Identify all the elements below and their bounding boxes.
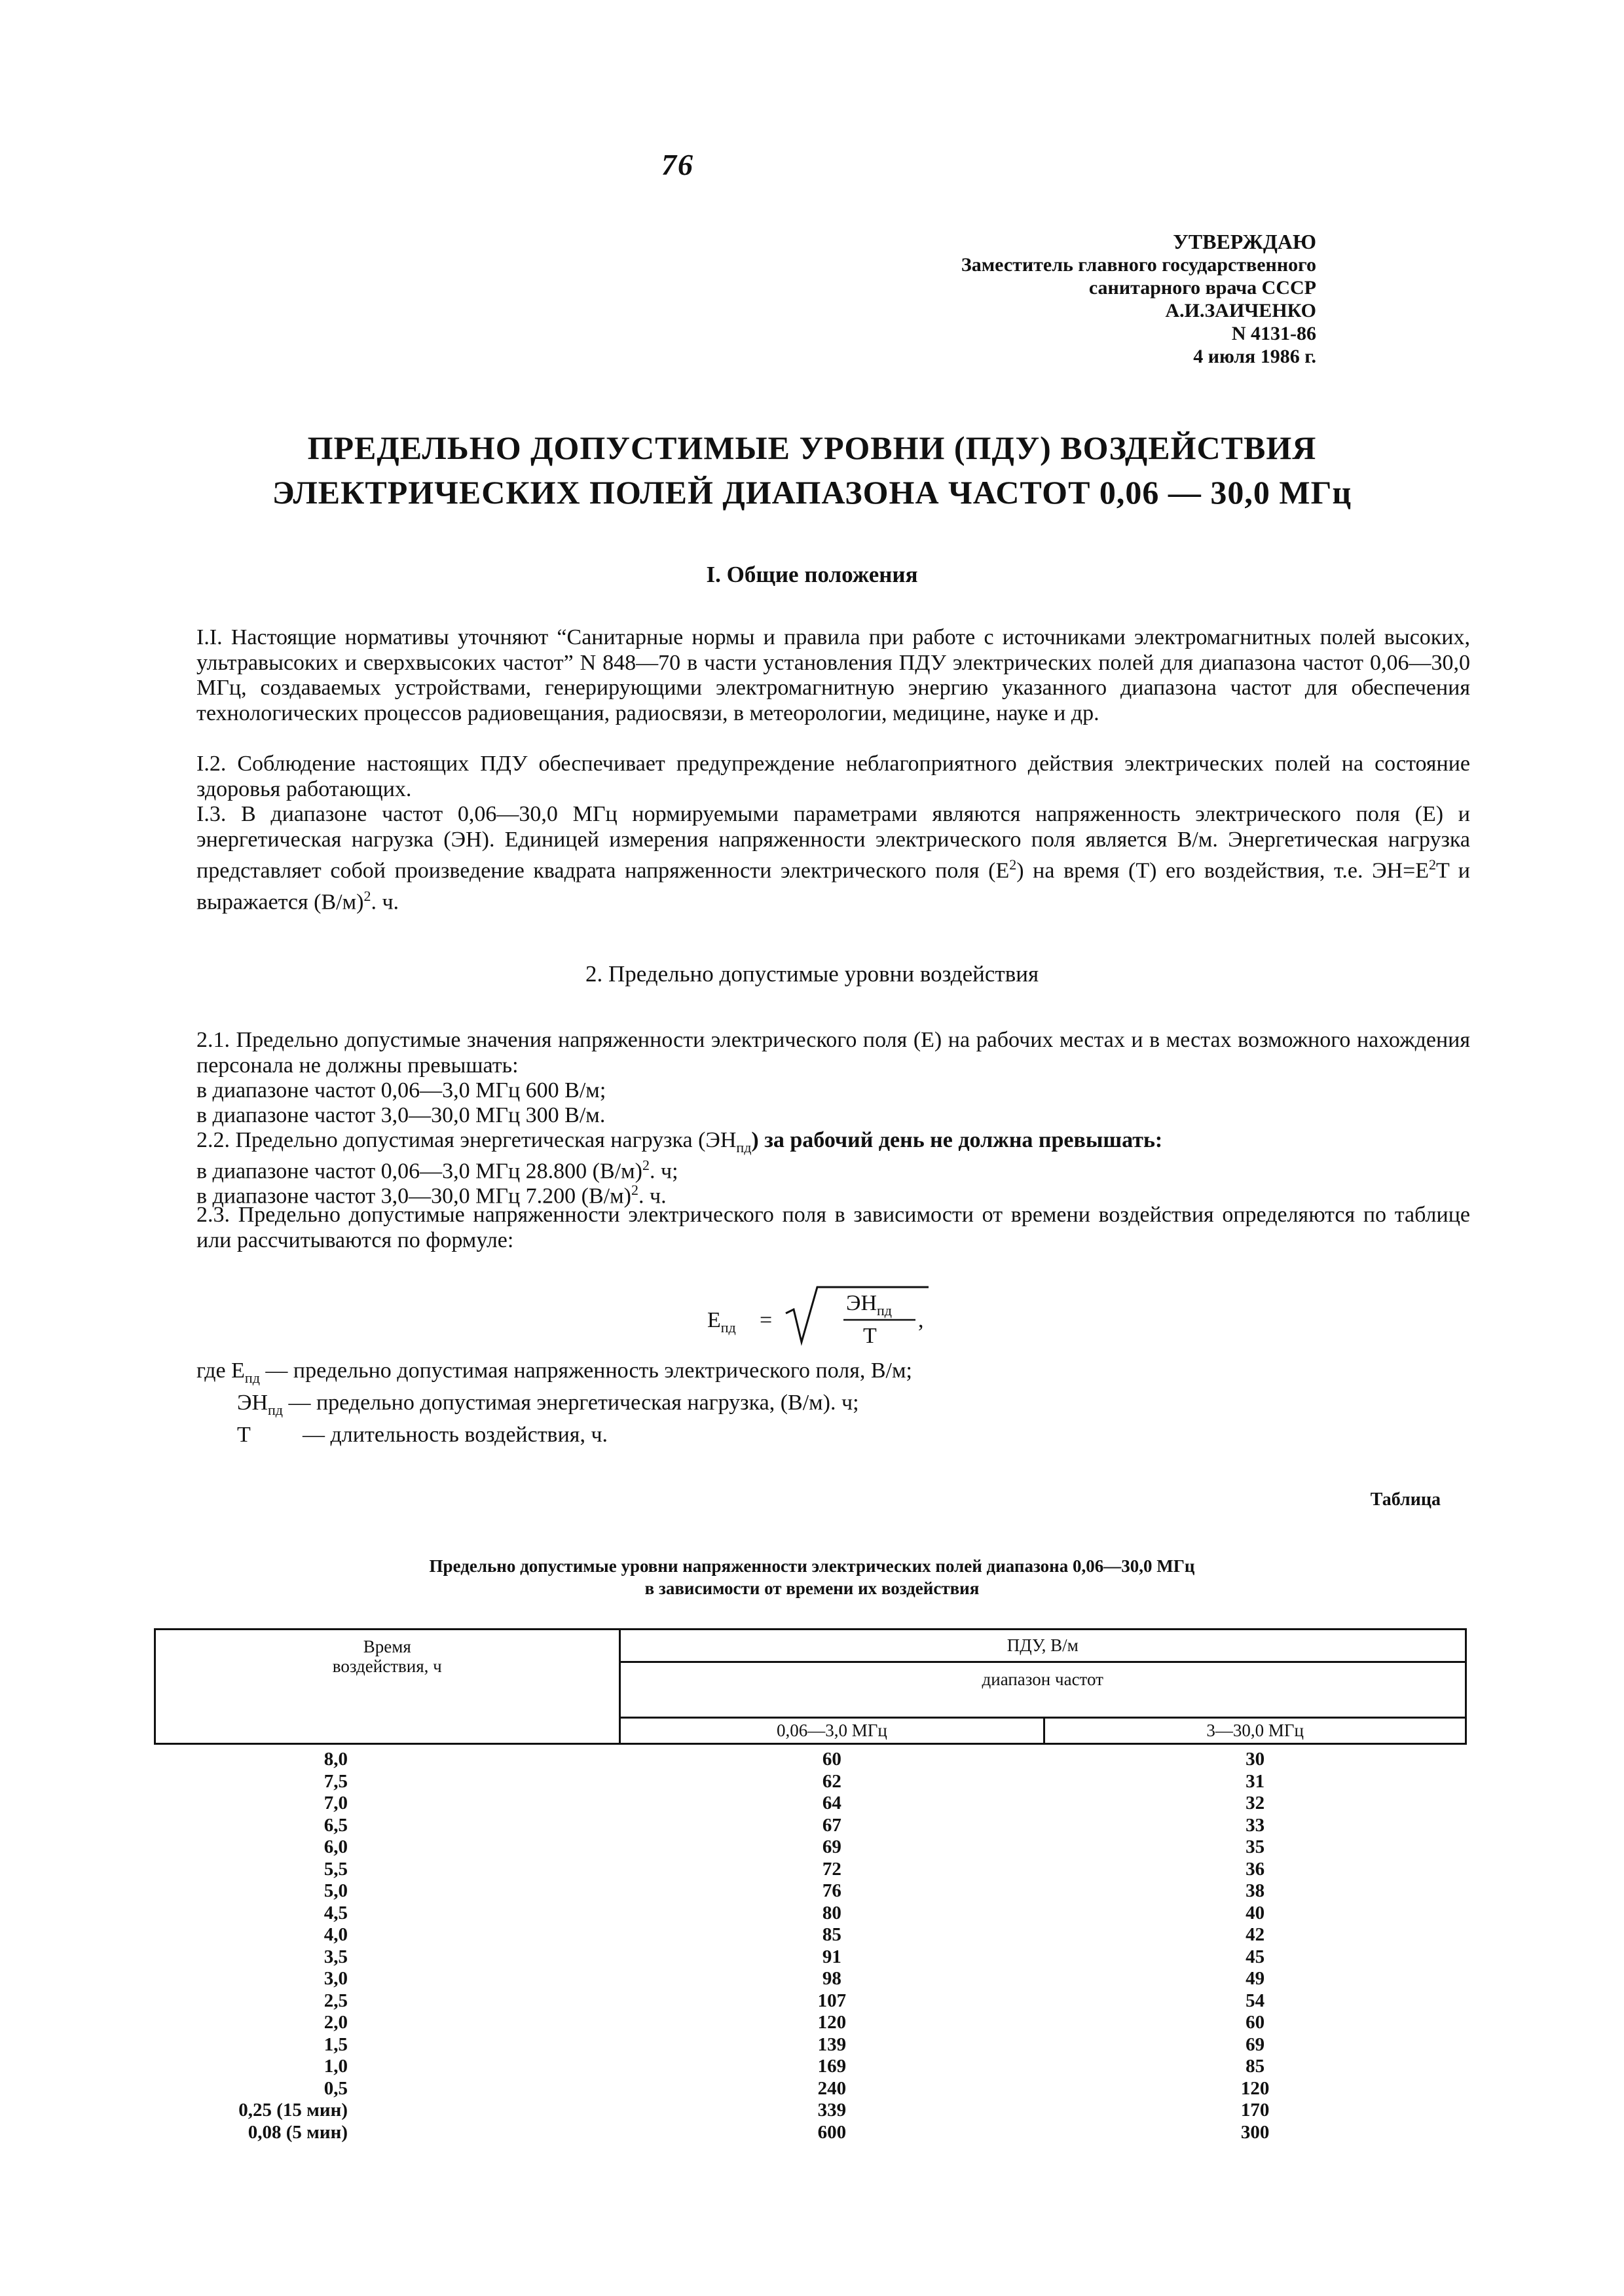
paragraph-1-3-text-b: ) на время (Т) его воздействия, т.е. ЭН=E [1016, 858, 1430, 883]
definition-en-text: — предельно допустимая энергетическая нагрузка, (В/м). ч; [282, 1390, 859, 1415]
paragraph-1-3-text-c: T и выражается (В/м) [196, 858, 1471, 915]
paragraph-2-2-item-b-sup: 2 [631, 1182, 638, 1198]
table-cell-time: 0,5 [323, 2077, 348, 2099]
page-number: 76 [661, 148, 694, 181]
table-cell-time: 3,5 [323, 1946, 348, 1967]
paragraph-2-1-item-b: в диапазоне частот 3,0—30,0 МГц 300 В/м. [196, 1103, 606, 1127]
formula-equals: = [760, 1308, 773, 1332]
document-title [0, 426, 1624, 515]
section1-heading: I. Общие положения [706, 562, 918, 587]
formula-numerator [846, 1291, 892, 1319]
header-time [155, 1630, 620, 1744]
table-cell-time: 8,0 [323, 1749, 348, 1770]
table-cell-time: 0,08 (5 мин) [248, 2121, 348, 2143]
table-label: Таблица [1370, 1489, 1441, 1510]
table-cell-col2: 42 [1246, 1924, 1265, 1945]
definition-t-symbol: T [237, 1422, 251, 1447]
table-cell-col1: 64 [822, 1793, 841, 1813]
table-cell-col1: 80 [822, 1902, 841, 1923]
paragraph-2-2-sub: пд [736, 1139, 752, 1156]
approval-position-line1: Заместитель главного государственного [961, 254, 1316, 276]
paragraph-1-2: I.2. Соблюдение настоящих ПДУ обеспечивает предупреждение неблагоприятного действия электрических полей на состояние здоровья работающих. [196, 752, 1470, 801]
section2-heading: 2. Предельно допустимые уровни воздействия [585, 961, 1039, 987]
formula-lhs [707, 1308, 736, 1336]
table-cell-time: 7,0 [323, 1793, 348, 1813]
table-cell-col1: 85 [822, 1924, 841, 1945]
approval-number: N 4131-86 [1231, 323, 1316, 344]
table-cell-time: 4,5 [323, 1902, 348, 1923]
table-cell-col2: 40 [1246, 1902, 1265, 1923]
definition-t [196, 1423, 912, 1448]
table-cell-col1: 69 [822, 1836, 841, 1857]
paragraph-1-3-sup-3: 2 [363, 887, 371, 904]
table-cell-col1: 62 [822, 1770, 841, 1792]
approval-block [961, 230, 1316, 368]
table-cell-col1: 339 [817, 2100, 847, 2121]
table-cell-col2: 35 [1246, 1836, 1265, 1857]
header-time-line1: Время [363, 1637, 411, 1656]
table-cell-time: 6,5 [323, 1814, 348, 1836]
table-cell-time: 1,5 [323, 2033, 348, 2055]
document-title-line2: ЭЛЕКТРИЧЕСКИХ ПОЛЕЙ ДИАПАЗОНА ЧАСТОТ 0,06 — 30,0 МГц [272, 474, 1352, 511]
table-cell-col2: 49 [1246, 1968, 1265, 1989]
formula-numerator-sub: пд [877, 1302, 892, 1319]
paragraph-2-2-item-a-sup: 2 [642, 1157, 650, 1173]
table-cell-col2: 33 [1246, 1814, 1265, 1836]
formula-numerator-symbol: ЭН [846, 1291, 877, 1315]
table-cell-col2: 36 [1246, 1858, 1265, 1880]
definition-en-sub: пд [268, 1401, 283, 1418]
table-cell-col2: 32 [1246, 1793, 1265, 1813]
paragraph-2-2-item-b-end: . ч. [638, 1184, 667, 1209]
table-cell-col1: 600 [817, 2121, 847, 2143]
table-cell-time: 1,0 [323, 2056, 348, 2077]
limits-table [154, 1628, 1467, 2143]
table-cell-time: 2,0 [323, 2012, 348, 2033]
approval-heading: УТВЕРЖДАЮ [1173, 230, 1316, 253]
table-caption [0, 1555, 1624, 1599]
header-range: диапазон частот [619, 1662, 1466, 1718]
header-col2: 3—30,0 МГц [1044, 1718, 1466, 1744]
time-column [155, 1744, 620, 2144]
definition-e-sub: пд [244, 1369, 260, 1386]
definition-e-text: — предельно допустимая напряженность электрического поля, В/м; [259, 1358, 912, 1383]
paragraph-2-3: 2.3. Предельно допустимые напряженности электрического поля в зависимости от времени воздействия определяются по таблице или рассчитываются по формуле: [196, 1203, 1470, 1252]
table-cell-col1: 91 [822, 1946, 841, 1967]
table-cell-time: 5,0 [323, 1880, 348, 1901]
table-cell-col2: 120 [1240, 2077, 1270, 2099]
paragraph-2-2-text-a: 2.2. Предельно допустимая энергетическая нагрузка (ЭН [196, 1128, 737, 1152]
table-cell-col2: 38 [1246, 1880, 1265, 1901]
header-col1: 0,06—3,0 МГц [619, 1718, 1044, 1744]
paragraph-2-1: 2.1. Предельно допустимые значения напряженности электрического поля (E) на рабочих местах и в местах возможного нахождения персонала не должны превышать: [196, 1028, 1470, 1078]
table-cell-time: 3,0 [323, 1968, 348, 1989]
table-cell-col1: 240 [817, 2077, 847, 2099]
definition-e [196, 1358, 912, 1391]
table-cell-col1: 169 [817, 2056, 847, 2077]
table-cell-col2: 69 [1246, 2033, 1265, 2055]
table-cell-col1: 139 [817, 2033, 847, 2055]
paragraph-2-2-item-a-end: . ч; [649, 1159, 678, 1184]
formula-lhs-sub: пд [720, 1319, 736, 1336]
paragraph-1-3-text-d: . ч. [371, 890, 399, 915]
definition-en [196, 1391, 912, 1423]
formula-comma: , [918, 1308, 924, 1332]
col1-values [619, 1744, 1044, 2144]
table-cell-col1: 60 [822, 1749, 841, 1770]
table-cell-col2: 31 [1246, 1770, 1265, 1792]
paragraph-2-2-text-b: ) за рабочий день не должна превышать: [751, 1128, 1163, 1152]
header-pdu: ПДУ, В/м [619, 1630, 1466, 1662]
table-cell-time: 4,0 [323, 1924, 348, 1945]
table-cell-time: 7,5 [323, 1770, 348, 1792]
header-time-line2: воздействия, ч [332, 1656, 442, 1676]
table-caption-line1: Предельно допустимые уровни напряженности электрических полей диапазона 0,06—30,0 МГц [429, 1556, 1195, 1576]
formula-definitions [196, 1358, 912, 1448]
times-list [155, 1749, 348, 2143]
paragraph-1-3-text-a: I.3. В диапазоне частот 0,06—30,0 МГц нормируемыми параметрами являются напряженность электрического поля (E) и энергетическая нагрузка (ЭН). Единицей измерения напряженности электрического поля является В/м. Энергетическая нагрузка представляет собой произведение квадрата напряженности электрического поля (E [196, 802, 1470, 883]
approval-date: 4 июля 1986 г. [1193, 346, 1316, 367]
table-cell-time: 6,0 [323, 1836, 348, 1857]
paragraph-1-3-sup-1: 2 [1009, 856, 1017, 873]
paragraph-2-1-item-a: в диапазоне частот 0,06—3,0 МГц 600 В/м; [196, 1078, 606, 1102]
table-cell-col1: 72 [822, 1858, 841, 1880]
table-cell-col2: 45 [1246, 1946, 1265, 1967]
col1-list [619, 1749, 1044, 2143]
definition-en-symbol: ЭН [237, 1390, 268, 1415]
paragraph-1-3 [196, 802, 1470, 915]
table-caption-line2: в зависимости от времени их воздействия [644, 1578, 980, 1598]
table-cell-col1: 120 [817, 2012, 847, 2033]
paragraph-2-2-item-a-text: в диапазоне частот 0,06—3,0 МГц 28.800 (В/м) [196, 1159, 642, 1184]
table-cell-col1: 107 [817, 1990, 847, 2011]
definition-e-symbol: где E [196, 1358, 245, 1383]
approval-position-line2: санитарного врача СССР [1088, 277, 1316, 299]
col2-list [1044, 1749, 1466, 2143]
formula-denominator: T [863, 1324, 877, 1348]
table-cell-col2: 54 [1246, 1990, 1265, 2011]
paragraph-1-3-sup-2: 2 [1429, 856, 1437, 873]
col2-values [1044, 1744, 1466, 2144]
table-cell-col2: 60 [1246, 2012, 1265, 2033]
table-cell-col1: 76 [822, 1880, 841, 1901]
table-cell-time: 2,5 [323, 1990, 348, 2011]
table-cell-col1: 98 [822, 1968, 841, 1989]
formula [707, 1282, 943, 1354]
table-cell-time: 5,5 [323, 1858, 348, 1880]
table-cell-col2: 30 [1246, 1749, 1265, 1770]
table-cell-time: 0,25 (15 мин) [238, 2100, 348, 2121]
definition-t-text: — длительность воздействия, ч. [303, 1422, 608, 1447]
table-cell-col2: 300 [1240, 2121, 1270, 2143]
table-cell-col2: 85 [1246, 2056, 1265, 2077]
formula-lhs-symbol: E [707, 1308, 721, 1332]
table-cell-col2: 170 [1240, 2100, 1270, 2121]
document-title-line1: ПРЕДЕЛЬНО ДОПУСТИМЫЕ УРОВНИ (ПДУ) ВОЗДЕЙСТВИЯ [307, 429, 1317, 466]
paragraph-2-2-item-b-text: в диапазоне частот 3,0—30,0 МГц 7.200 (В/м) [196, 1184, 631, 1209]
approval-signatory: А.И.ЗАИЧЕНКО [1165, 300, 1316, 321]
table-cell-col1: 67 [822, 1814, 841, 1836]
paragraph-1-1: I.I. Настоящие нормативы уточняют “Санитарные нормы и правила при работе с источниками электромагнитных полей высоких, ультравысоких и сверхвысоких частот” N 848—70 в части установления ПДУ электрических полей для диапазона частот 0,06—30,0 МГц, создаваемых устройствами, генерирующими электромагнитную энергию указанного диапазона частот для обеспечения технологических процессов радиовещания, радиосвязи, в метеорологии, медицине, науке и др. [196, 625, 1470, 725]
